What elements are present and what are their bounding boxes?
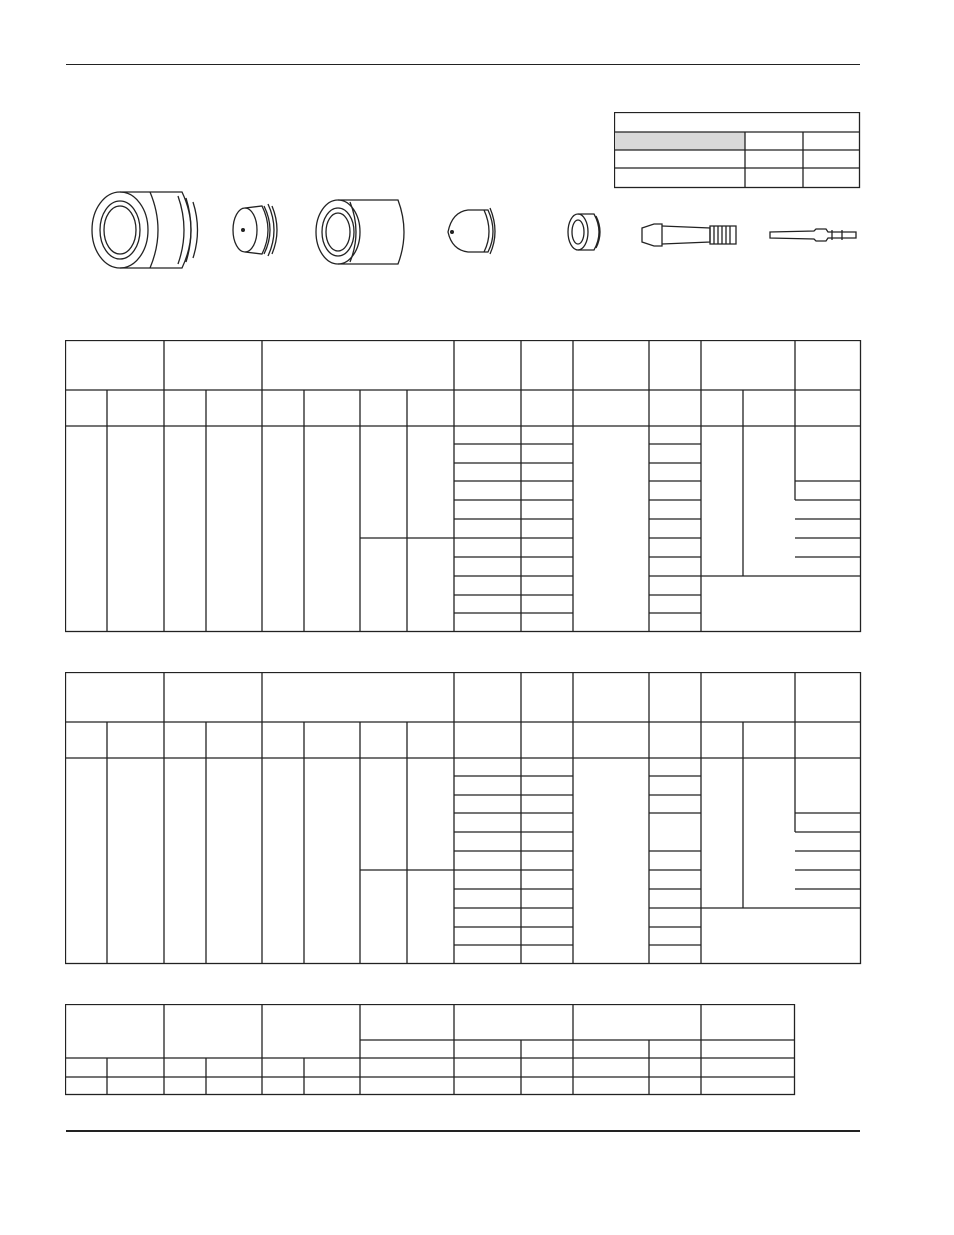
- shield-cap-icon: [230, 202, 282, 264]
- cut-chart-table-2: [65, 672, 862, 966]
- legend-shaded-header: [615, 132, 745, 150]
- shield-icon: [90, 188, 214, 274]
- water-tube-icon: [768, 226, 860, 244]
- summary-table-grid: [65, 1004, 797, 1098]
- legend-table-grid: [614, 112, 862, 190]
- nozzle-icon: [444, 206, 504, 256]
- legend-table: [614, 112, 862, 190]
- cut-chart-table-1-grid: [65, 340, 862, 634]
- summary-table: [65, 1004, 797, 1098]
- swirl-ring-icon: [564, 210, 608, 256]
- cut-chart-table-2-grid: [65, 672, 862, 966]
- cut-chart-table-1: [65, 340, 862, 634]
- parts-illustration-row: [80, 186, 860, 274]
- footer-rule: [66, 1130, 860, 1132]
- electrode-icon: [640, 220, 740, 250]
- retaining-cap-icon: [310, 196, 410, 270]
- header-rule: [66, 64, 860, 65]
